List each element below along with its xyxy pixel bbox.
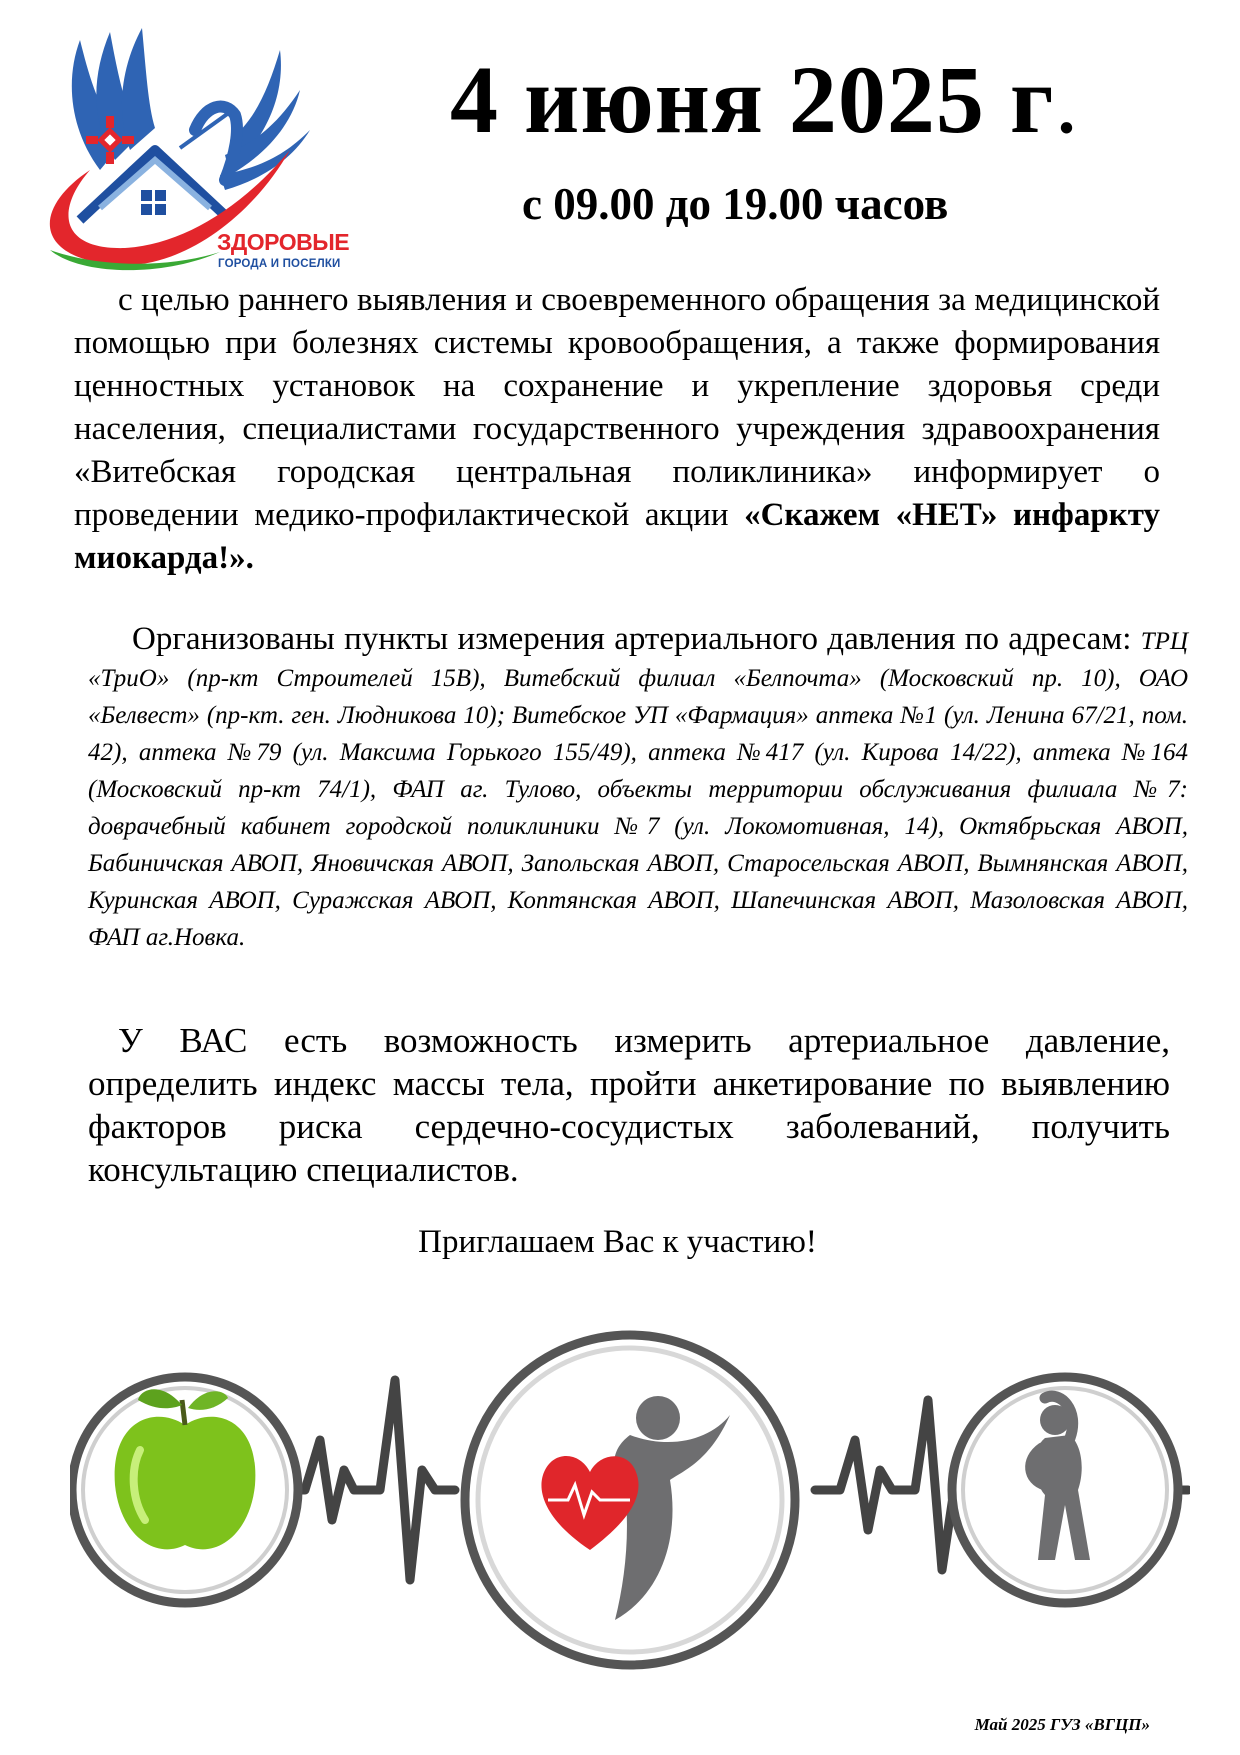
campaign-name: «Скажем «НЕТ» инфаркту миокарда!». bbox=[74, 497, 1160, 576]
bird-wing-icon bbox=[72, 28, 310, 190]
logo-title: ЗДОРОВЫЕ bbox=[217, 229, 350, 255]
exercise-circle bbox=[952, 1377, 1178, 1603]
opportunity-paragraph bbox=[88, 1019, 1170, 1191]
intro-paragraph bbox=[74, 279, 1160, 580]
event-time: с 09.00 до 19.00 часов bbox=[522, 179, 949, 229]
logo-subtitle: ГОРОДА И ПОСЕЛКИ bbox=[218, 258, 341, 270]
health-illustration bbox=[70, 1320, 1190, 1680]
health-illustration-graphic bbox=[70, 1320, 1190, 1680]
invitation-line: Приглашаем Вас к участию! bbox=[418, 1224, 817, 1260]
event-date-text: 4 июня 2025 г bbox=[450, 46, 1055, 153]
points-addresses: ТРЦ «ТриО» (пр-кт Строителей 15В), Витебский филиал «Белпочта» (Московский пр. 10), ОАО «Белвест» (пр-кт. ген. Людникова 10); Витебское УП «Фармация» аптека №1 (ул. Ленина 67/21, пом. 42), аптека №79 (ул. Максима Горького 155/49), аптека №417 (ул. Кирова 14/22), аптека №164 (Московский пр-кт 74/1), ФАП аг. Тулово, объекты территории обслуживания филиала №7: доврачебный кабинет городской поликлиники №7 (ул. Локомотивная, 14), Октябрьская АВОП, Бабиничская АВОП, Яновичская АВОП, Запольская АВОП, Старосельская АВОП, Вымнянская АВОП, Куринская АВОП, Суражская АВОП, Коптянская АВОП, Шапечинская АВОП, Мазоловская АВОП, ФАП аг.Новка. bbox=[88, 628, 1189, 951]
event-date bbox=[450, 46, 1080, 153]
event-date-dot: . bbox=[1054, 46, 1080, 153]
apple-circle bbox=[72, 1377, 298, 1603]
heart-person-circle bbox=[465, 1335, 795, 1665]
points-lead: Организованы пункты измерения артериального давления по адресам: bbox=[132, 621, 1132, 657]
points-paragraph bbox=[88, 622, 1188, 955]
footer-note: Май 2025 ГУЗ «ВГЦП» bbox=[974, 1715, 1150, 1734]
opportunity-text: У ВАС есть возможность измерить артериальное давление, определить индекс массы тела, пройти анкетирование по выявлению факторов риска сердечно-сосудистых заболеваний, получить консультацию специалистов. bbox=[88, 1021, 1170, 1189]
stork-icon bbox=[195, 107, 237, 180]
intro-text: с целью раннего выявления и своевременного обращения за медицинской помощью при болезнях системы кровообращения, а также формирования ценностных установок на сохранение и укрепление здоровья среди населения, специалистами государственного учреждения здравоохранения «Витебская городская центральная поликлиника» информирует о проведении медико-профилактической акции bbox=[74, 282, 1160, 533]
